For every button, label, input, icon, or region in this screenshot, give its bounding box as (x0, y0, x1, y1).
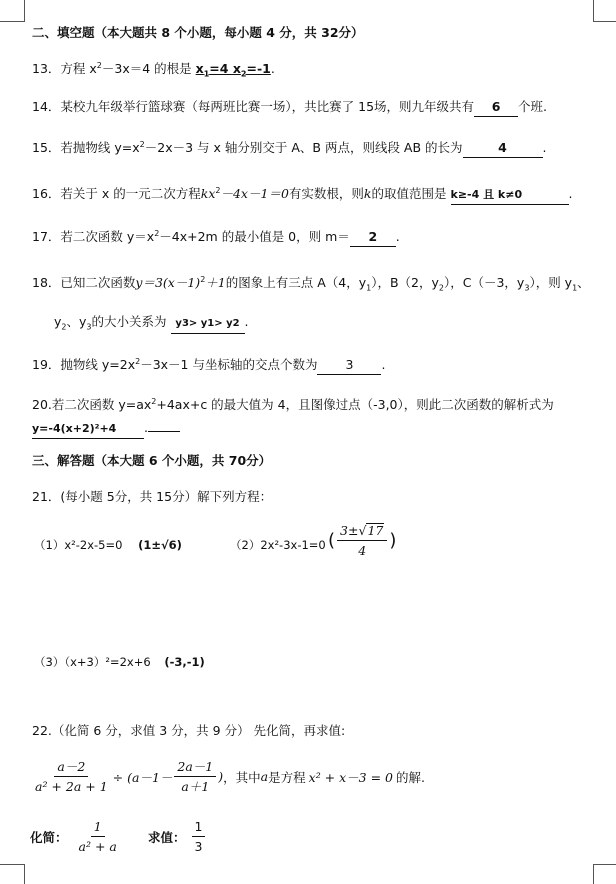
crop-mark-top-left-h (0, 21, 24, 22)
answer-21-1: (1±√6) (138, 538, 182, 552)
answer-21-3: (-3,-1) (164, 655, 205, 669)
question-21-part2: （2）2x²-3x-1=0 (230, 538, 326, 552)
answer-17: 2 (350, 228, 396, 247)
question-18-line2: $y_2$、$y_3$的大小关系为 y3> y1> y2 . (54, 313, 248, 334)
crop-mark-bottom-left (24, 864, 25, 884)
crop-mark-top-right-h (593, 21, 616, 22)
answer-20: y=-4(x+2)²+4 (32, 420, 144, 439)
question-21-part3: （3）（x+3）²=2x+6 (-3,-1) (34, 655, 205, 669)
question-19: 19．抛物线 $y=2x^2-3x-1$ 与坐标轴的交点个数为 3 . (32, 356, 385, 375)
section3-heading: 三、解答题（本大题 6 个小题，共 70分） (32, 453, 272, 468)
answer-21-2: ( $\frac{3\pm√17}{4}$ ) (328, 523, 397, 558)
crop-mark-top-left (24, 0, 25, 22)
question-14: 14．某校九年级举行篮球赛（每两班比赛一场），共比赛了 15场，则九年级共有 6 个班. (32, 98, 547, 117)
question-20: 20.若二次函数 $y=ax^2+4ax+c$ 的最大值为 4，且图像过点（-3,0），则此二次函数的解析式为 (32, 396, 554, 412)
question-16: 16．若关于 x 的一元二次方程$kx^2-4x-1=0$有实数根，则k的取值范围是 k≥-4 且 k≠0 . (32, 185, 572, 205)
answer-18: y3> y1> y2 (171, 315, 245, 334)
answer-22-value: 求值： $\frac{1}{3}$ (148, 818, 207, 855)
question-17: 17．若二次函数 $y=x^2-4x+2m$ 的最小值是 0，则 m＝ 2 . (32, 228, 400, 247)
question-21: 21．(每小题 5分，共 15分）解下列方程： (32, 489, 273, 504)
section2-heading: 二、填空题（本大题共 8 个小题，每小题 4 分，共 32分） (32, 25, 364, 40)
question-18: 18．已知二次函数$y=3(x-1)^2+1$的图象上有三点 A（4，$y_1$），B（2，$y_2$），C（－3，$y_3$），则 $y_1$、 (32, 274, 590, 293)
answer-15: 4 (463, 139, 543, 158)
crop-mark-bottom-right (593, 864, 594, 884)
question-20-line2: y=-4(x+2)²+4 . (32, 419, 180, 439)
answer-14: 6 (474, 98, 518, 117)
crop-mark-top-right (593, 0, 594, 22)
answer-22-simplify: 化简： $\frac{1}{\text{a² + a}}$ (30, 819, 117, 854)
question-22: 22.（化简 6 分，求值 3 分，共 9 分） 先化简，再求值: (32, 723, 346, 738)
question-21-part1: （1）x²-2x-5=0 (1±√6) (34, 538, 182, 552)
answer-16: k≥-4 且 k≠0 (451, 186, 569, 205)
question-13: 13．方程 $x^2-3x=4$ 的根是 $x_1=4$ $x_2=-1$. (32, 60, 275, 79)
crop-mark-bottom-left-h (0, 864, 24, 865)
answer-19: 3 (317, 356, 381, 375)
answer-13: $x_1=4$ $x_2=-1$ (195, 61, 271, 79)
question-15: 15．若抛物线 $y=x^2-2x-3$ 与 x 轴分别交于 A、B 两点，则线段 AB 的长为 4 . (32, 139, 547, 158)
question-22-expression: $\frac{a-2}{\text{a² + 2a + 1}}$ ÷ (a－1－ $\frac{2a-1}{a+1}$ ) ，其中 a 是方程 x² + x－3 = 0 的解. (35, 759, 425, 794)
crop-mark-bottom-right-h (593, 864, 616, 865)
